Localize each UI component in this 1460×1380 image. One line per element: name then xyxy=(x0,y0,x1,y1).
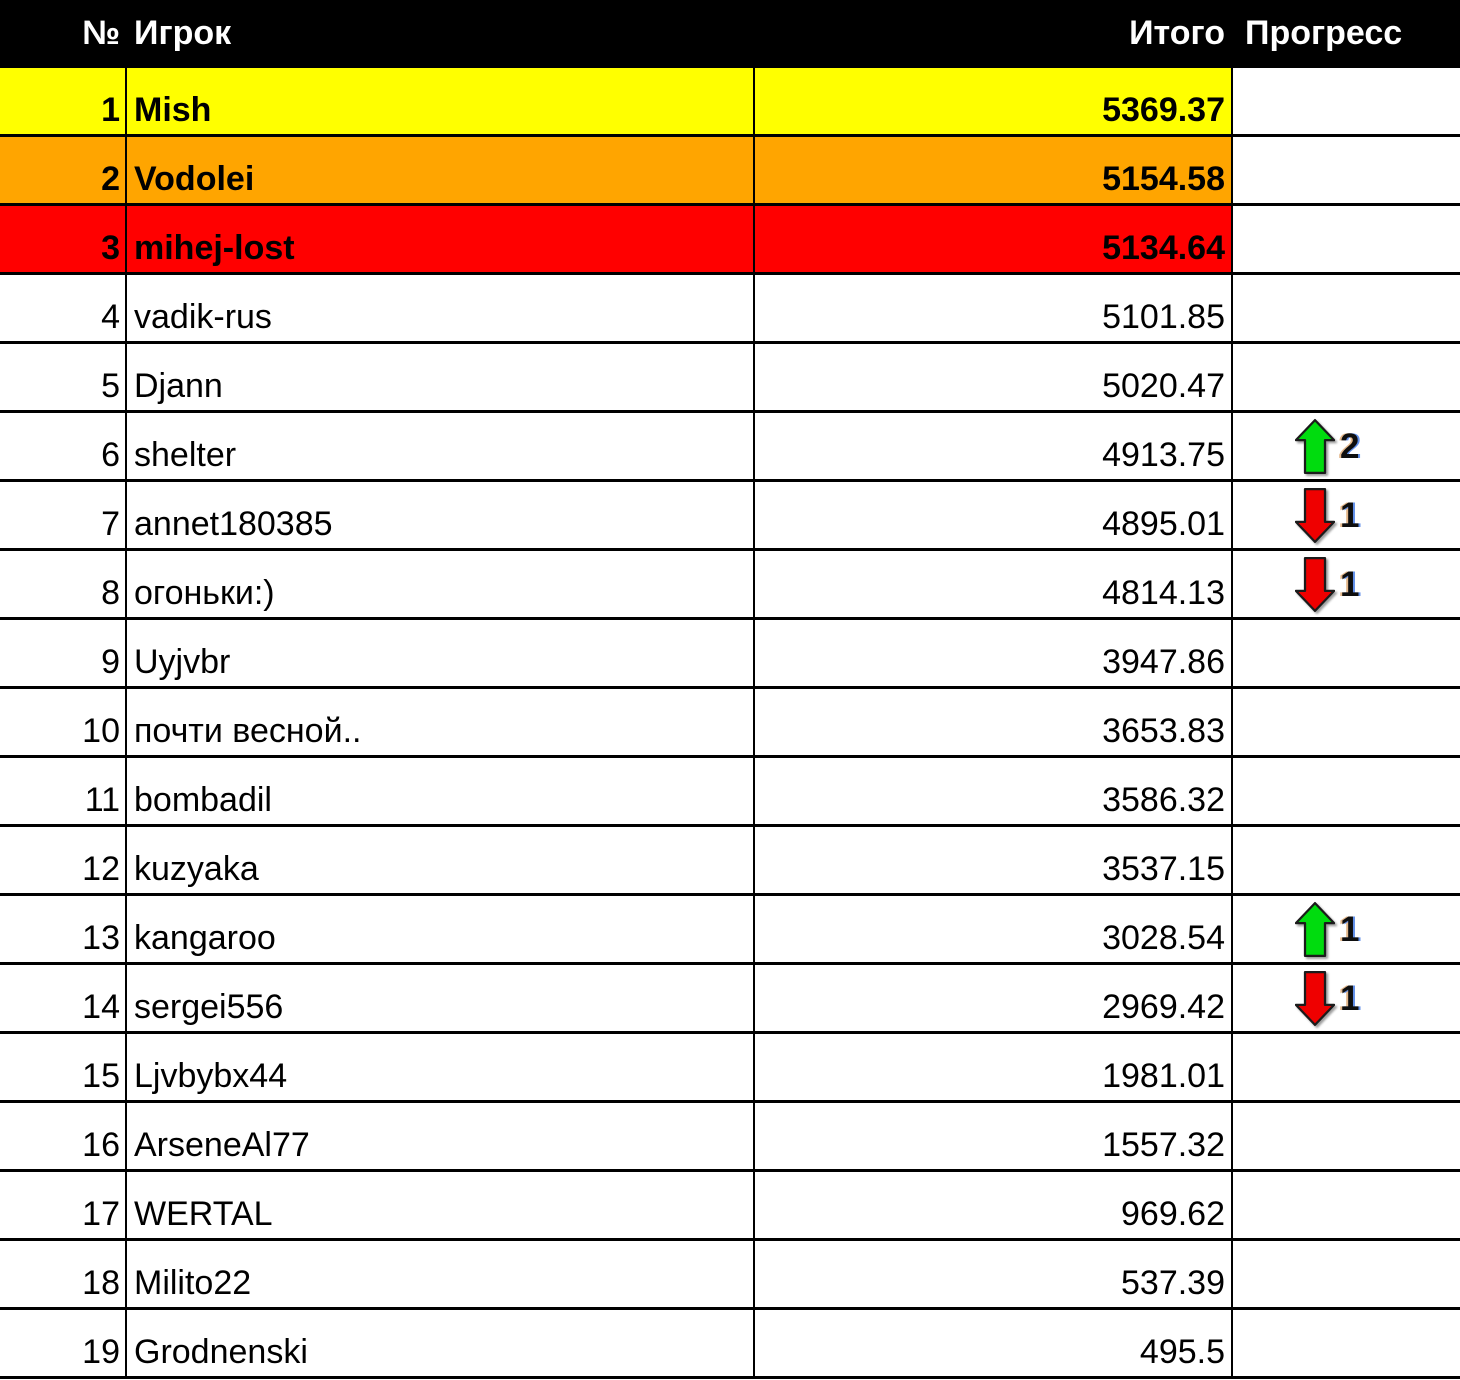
player-cell[interactable]: vadik-rus xyxy=(127,275,755,341)
total-cell[interactable]: 2969.42 xyxy=(755,965,1233,1031)
total-cell[interactable]: 5369.37 xyxy=(755,68,1233,134)
rank-cell[interactable]: 14 xyxy=(0,965,127,1031)
rank-cell[interactable]: 13 xyxy=(0,896,127,962)
rank-cell[interactable]: 3 xyxy=(0,206,127,272)
rank-cell[interactable]: 19 xyxy=(0,1310,127,1376)
player-cell[interactable]: Vodolei xyxy=(127,137,755,203)
total-cell[interactable]: 3586.32 xyxy=(755,758,1233,824)
rank-cell[interactable]: 4 xyxy=(0,275,127,341)
total-cell[interactable]: 4814.13 xyxy=(755,551,1233,617)
player-cell[interactable]: mihej-lost xyxy=(127,206,755,272)
player-cell[interactable]: Ljvbybx44 xyxy=(127,1034,755,1100)
progress-value: 1 xyxy=(1340,909,1360,949)
player-cell[interactable]: Uyjvbr xyxy=(127,620,755,686)
progress-cell[interactable] xyxy=(1233,344,1460,410)
total-cell[interactable]: 3028.54 xyxy=(755,896,1233,962)
table-row xyxy=(0,827,1460,896)
down-arrow-icon xyxy=(1295,487,1335,544)
progress-cell[interactable] xyxy=(1233,965,1460,1031)
header-row xyxy=(0,0,1460,68)
player-cell[interactable]: annet180385 xyxy=(127,482,755,548)
total-cell[interactable]: 4895.01 xyxy=(755,482,1233,548)
player-cell[interactable]: WERTAL xyxy=(127,1172,755,1238)
header-num-cell[interactable]: № xyxy=(0,0,127,68)
progress-cell[interactable] xyxy=(1233,827,1460,893)
table-row xyxy=(0,275,1460,344)
table-row xyxy=(0,965,1460,1034)
table-row xyxy=(0,758,1460,827)
progress-cell[interactable] xyxy=(1233,275,1460,341)
progress-cell[interactable] xyxy=(1233,1310,1460,1376)
progress-value: 2 xyxy=(1340,426,1360,466)
player-cell[interactable]: shelter xyxy=(127,413,755,479)
rank-cell[interactable]: 18 xyxy=(0,1241,127,1307)
table-row xyxy=(0,206,1460,275)
down-arrow-icon xyxy=(1295,556,1335,613)
table-row xyxy=(0,1103,1460,1172)
progress-cell[interactable] xyxy=(1233,1103,1460,1169)
total-cell[interactable]: 3653.83 xyxy=(755,689,1233,755)
table-row xyxy=(0,896,1460,965)
table-row xyxy=(0,620,1460,689)
player-cell[interactable]: bombadil xyxy=(127,758,755,824)
player-cell[interactable]: ArseneAl77 xyxy=(127,1103,755,1169)
progress-cell[interactable] xyxy=(1233,482,1460,548)
progress-cell[interactable] xyxy=(1233,758,1460,824)
table-row xyxy=(0,551,1460,620)
rank-cell[interactable]: 8 xyxy=(0,551,127,617)
table-row xyxy=(0,1172,1460,1241)
total-cell[interactable]: 1557.32 xyxy=(755,1103,1233,1169)
player-cell[interactable]: почти весной.. xyxy=(127,689,755,755)
total-cell[interactable]: 5101.85 xyxy=(755,275,1233,341)
progress-cell[interactable] xyxy=(1233,137,1460,203)
progress-cell[interactable] xyxy=(1233,551,1460,617)
progress-cell[interactable] xyxy=(1233,689,1460,755)
header-total-cell[interactable]: Итого xyxy=(755,0,1233,68)
up-arrow-icon xyxy=(1295,901,1335,958)
progress-cell[interactable] xyxy=(1233,620,1460,686)
table-row xyxy=(0,689,1460,758)
rank-cell[interactable]: 2 xyxy=(0,137,127,203)
player-cell[interactable]: огоньки:) xyxy=(127,551,755,617)
down-arrow-icon xyxy=(1295,970,1335,1027)
progress-cell[interactable] xyxy=(1233,1172,1460,1238)
rank-cell[interactable]: 5 xyxy=(0,344,127,410)
rank-cell[interactable]: 1 xyxy=(0,68,127,134)
rank-cell[interactable]: 11 xyxy=(0,758,127,824)
up-arrow-icon xyxy=(1295,418,1335,475)
table-row xyxy=(0,68,1460,137)
total-cell[interactable]: 4913.75 xyxy=(755,413,1233,479)
total-cell[interactable]: 1981.01 xyxy=(755,1034,1233,1100)
player-cell[interactable]: kangaroo xyxy=(127,896,755,962)
progress-cell[interactable] xyxy=(1233,896,1460,962)
progress-value: 1 xyxy=(1340,495,1360,535)
rank-cell[interactable]: 15 xyxy=(0,1034,127,1100)
table-row xyxy=(0,413,1460,482)
rank-cell[interactable]: 17 xyxy=(0,1172,127,1238)
rank-cell[interactable]: 9 xyxy=(0,620,127,686)
progress-cell[interactable] xyxy=(1233,1241,1460,1307)
player-cell[interactable]: Milito22 xyxy=(127,1241,755,1307)
total-cell[interactable]: 5020.47 xyxy=(755,344,1233,410)
table-row xyxy=(0,1034,1460,1103)
table-row xyxy=(0,137,1460,206)
total-cell[interactable]: 5154.58 xyxy=(755,137,1233,203)
total-cell[interactable]: 3947.86 xyxy=(755,620,1233,686)
rank-cell[interactable]: 10 xyxy=(0,689,127,755)
total-cell[interactable]: 969.62 xyxy=(755,1172,1233,1238)
header-progress-cell[interactable]: Прогресс xyxy=(1233,0,1460,68)
progress-cell[interactable] xyxy=(1233,1034,1460,1100)
leaderboard-body xyxy=(0,68,1460,1379)
total-cell[interactable]: 3537.15 xyxy=(755,827,1233,893)
rank-cell[interactable]: 6 xyxy=(0,413,127,479)
rank-cell[interactable]: 16 xyxy=(0,1103,127,1169)
header-player-cell[interactable]: Игрок xyxy=(127,0,755,68)
player-cell[interactable]: Mish xyxy=(127,68,755,134)
player-cell[interactable]: Djann xyxy=(127,344,755,410)
progress-cell[interactable] xyxy=(1233,206,1460,272)
progress-cell[interactable] xyxy=(1233,68,1460,134)
player-cell[interactable]: Grodnenski xyxy=(127,1310,755,1376)
rank-cell[interactable]: 7 xyxy=(0,482,127,548)
table-row xyxy=(0,482,1460,551)
player-cell[interactable]: kuzyaka xyxy=(127,827,755,893)
rank-cell[interactable]: 12 xyxy=(0,827,127,893)
progress-cell[interactable] xyxy=(1233,413,1460,479)
table-row xyxy=(0,1310,1460,1379)
total-cell[interactable]: 5134.64 xyxy=(755,206,1233,272)
total-cell[interactable]: 537.39 xyxy=(755,1241,1233,1307)
table-row xyxy=(0,1241,1460,1310)
progress-value: 1 xyxy=(1340,564,1360,604)
total-cell[interactable]: 495.5 xyxy=(755,1310,1233,1376)
table-row xyxy=(0,344,1460,413)
player-cell[interactable]: sergei556 xyxy=(127,965,755,1031)
progress-value: 1 xyxy=(1340,978,1360,1018)
